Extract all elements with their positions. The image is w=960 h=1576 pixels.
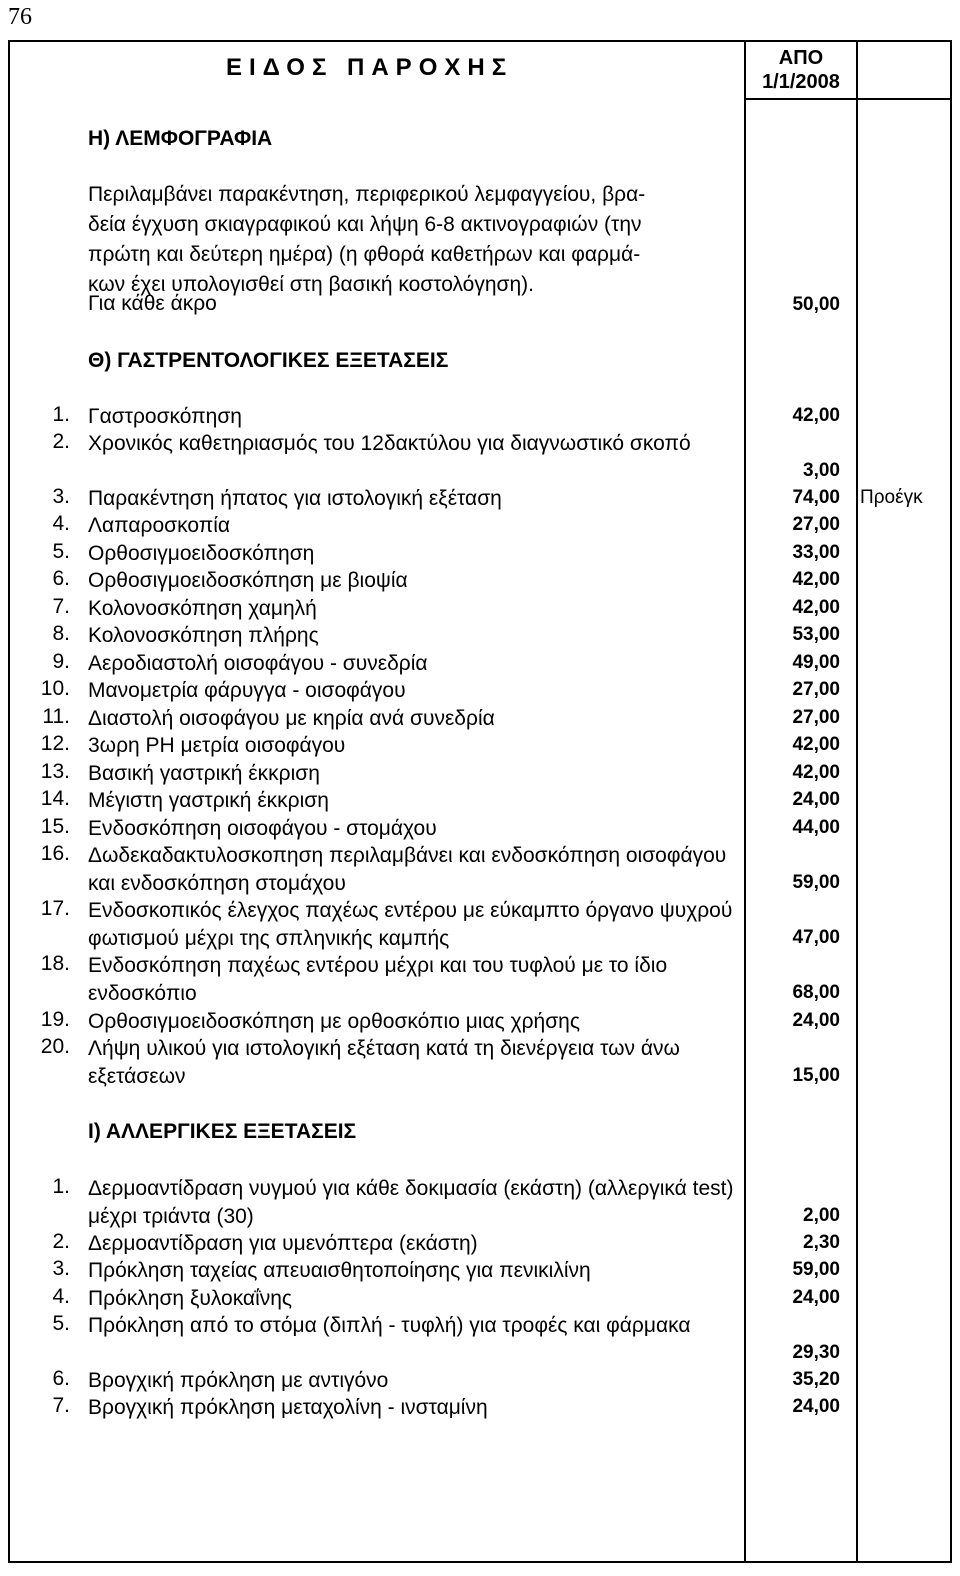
item-price: 59,00 (792, 1259, 840, 1280)
item-description: Ενδοσκόπηση παχέως εντέρου μέχρι και του τυφλού με το ίδιο ενδοσκόπιο (88, 954, 668, 1005)
item-description: Δερμοαντίδραση νυγμού για κάθε δοκιμασία (εκάστη) (αλλεργικά test) μέχρι τριάντα (30) (88, 1177, 734, 1228)
item-description: Αεροδιαστολή οισοφάγου - συνεδρία (88, 652, 428, 675)
item-description: Κολονοσκόπηση πλήρης (88, 624, 319, 647)
item-number: 11. (42, 705, 70, 728)
item-price: 24,00 (792, 789, 840, 810)
item-price: 29,30 (792, 1341, 840, 1363)
lymphography-description (88, 180, 748, 300)
item-number: 9. (52, 650, 70, 673)
item-description: Πρόκληση ταχείας απευαισθητοποίησης για πενικιλίνη (88, 1259, 591, 1282)
item-number: 5. (52, 540, 70, 563)
item-price: 47,00 (792, 926, 840, 948)
item-number: 3. (52, 1257, 70, 1280)
item-price: 42,00 (792, 762, 840, 783)
item-price: 3,00 (803, 459, 840, 481)
item-price: 53,00 (792, 624, 840, 645)
item-description: Ενδοσκοπικός έλεγχος παχέως εντέρου με εύκαμπτο όργανο ψυχρού φωτισμού μέχρι της σπληνικής καμπής (88, 899, 733, 950)
item-price: 27,00 (792, 514, 840, 535)
item-price: 24,00 (792, 1396, 840, 1417)
description-line: πρώτη και δεύτερη ημέρα) (η φθορά καθετήρων και φαρμά- (88, 243, 641, 266)
item-price: 42,00 (792, 597, 840, 618)
item-description: Γαστροσκόπηση (88, 405, 242, 428)
item-number: 7. (52, 1394, 70, 1417)
item-description: Ορθοσιγμοειδοσκόπηση με ορθοσκόπιο μιας χρήσης (88, 1010, 580, 1033)
item-price: 49,00 (792, 652, 840, 673)
section-heading-lymphography: Η) ΛΕΜΦΟΓΡΑΦΙΑ (88, 127, 273, 150)
table-header-title: ΕΙΔΟΣ ΠΑΡΟΧΗΣ (226, 54, 514, 81)
item-description: Κολονοσκόπηση χαμηλή (88, 597, 317, 620)
item-description: Παρακέντηση ήπατος για ιστολογική εξέταση (88, 487, 502, 510)
item-number: 10. (40, 677, 70, 700)
item-price: 33,00 (792, 542, 840, 563)
item-number: 6. (52, 567, 70, 590)
column-divider (856, 40, 858, 1563)
item-price: 2,00 (803, 1204, 840, 1226)
item-description: 3ωρη PH μετρία οισοφάγου (88, 734, 346, 757)
item-description: Πρόκληση ξυλοκαΐνης (88, 1287, 293, 1310)
item-price: 68,00 (792, 981, 840, 1003)
item-number: 14. (40, 787, 70, 810)
item-description: Ορθοσιγμοειδοσκόπηση με βιοψία (88, 569, 408, 592)
description-line: Περιλαμβάνει παρακέντηση, περιφερικού λεμφαγγείου, βρα- (88, 183, 646, 206)
item-number: 1. (52, 1175, 70, 1198)
item-price: 44,00 (792, 817, 840, 838)
item-price: 42,00 (792, 734, 840, 755)
item-price: 2,30 (803, 1232, 840, 1253)
item-price: 27,00 (792, 679, 840, 700)
item-price: 42,00 (792, 405, 840, 426)
item-description: Ορθοσιγμοειδοσκόπηση (88, 542, 315, 565)
item-description: Βρογχική πρόκληση μεταχολίνη - ινσταμίνη (88, 1396, 488, 1419)
header-apo: ΑΠΟ (778, 47, 824, 69)
item-price: 24,00 (792, 1287, 840, 1308)
item-number: 7. (52, 595, 70, 618)
item-description: Ενδοσκόπηση οισοφάγου - στομάχου (88, 817, 437, 840)
item-description: Δωδεκαδακτυλοσκοπηση περιλαμβάνει και ενδοσκόπηση οισοφάγου και ενδοσκόπηση στομάχου (88, 844, 727, 895)
header-date: 1/1/2008 (762, 71, 840, 93)
item-description: Χρονικός καθετηριασμός του 12δακτύλου για διαγνωστικό σκοπό (88, 432, 691, 455)
item-price: 24,00 (792, 1010, 840, 1031)
item-description: Μέγιστη γαστρική έκκριση (88, 789, 329, 812)
item-description: Λήψη υλικού για ιστολογική εξέταση κατά τη διενέργεια των άνω εξετάσεων (88, 1037, 680, 1088)
description-line: κων έχει υπολογισθεί στη βασική κοστολόγηση). (88, 273, 535, 296)
item-price: 35,20 (792, 1369, 840, 1390)
item-number: 6. (52, 1367, 70, 1390)
item-description: Διαστολή οισοφάγου με κηρία ανά συνεδρία (88, 707, 495, 730)
item-number: 13. (40, 760, 70, 783)
item-note: Προέγκ (860, 487, 923, 508)
item-number: 19. (40, 1008, 70, 1031)
item-description: Λαπαροσκοπία (88, 514, 231, 537)
item-number: 2. (52, 1230, 70, 1253)
item-number: 17. (40, 897, 70, 920)
table-header-date-column (746, 46, 856, 94)
item-number: 8. (52, 622, 70, 645)
item-description: Μανομετρία φάρυγγα - οισοφάγου (88, 679, 406, 702)
item-number: 4. (52, 512, 70, 535)
item-number: 3. (52, 485, 70, 508)
item-number: 4. (52, 1285, 70, 1308)
header-divider (744, 98, 952, 100)
item-price: 27,00 (792, 707, 840, 728)
item-number: 2. (52, 430, 70, 453)
section-heading-gastroenterology: Θ) ΓΑΣΤΡΕΝΤΟΛΟΓΙΚΕΣ ΕΞΕΤΑΣΕΙΣ (88, 349, 449, 372)
item-price: 59,00 (792, 871, 840, 893)
item-number: 15. (40, 815, 70, 838)
per-limb-price: 50,00 (792, 294, 840, 315)
item-price: 42,00 (792, 569, 840, 590)
item-description: Βασική γαστρική έκκριση (88, 762, 320, 785)
item-number: 20. (40, 1035, 70, 1058)
item-price: 15,00 (792, 1064, 840, 1086)
item-description: Πρόκληση από το στόμα (διπλή - τυφλή) για τροφές και φάρμακα (88, 1314, 691, 1337)
item-description: Δερμοαντίδραση για υμενόπτερα (εκάστη) (88, 1232, 478, 1255)
item-number: 16. (40, 842, 70, 865)
per-limb-label: Για κάθε άκρο (88, 292, 217, 315)
item-description: Βρογχική πρόκληση με αντιγόνο (88, 1369, 389, 1392)
item-number: 18. (40, 952, 70, 975)
section-heading-allergy: Ι) ΑΛΛΕΡΓΙΚΕΣ ΕΞΕΤΑΣΕΙΣ (88, 1120, 357, 1143)
page-number: 76 (8, 4, 32, 30)
item-price: 74,00 (792, 487, 840, 508)
item-number: 5. (52, 1312, 70, 1335)
description-line: δεία έγχυση σκιαγραφικού και λήψη 6-8 ακτινογραφιών (την (88, 213, 642, 236)
item-number: 12. (40, 732, 70, 755)
item-number: 1. (52, 403, 70, 426)
